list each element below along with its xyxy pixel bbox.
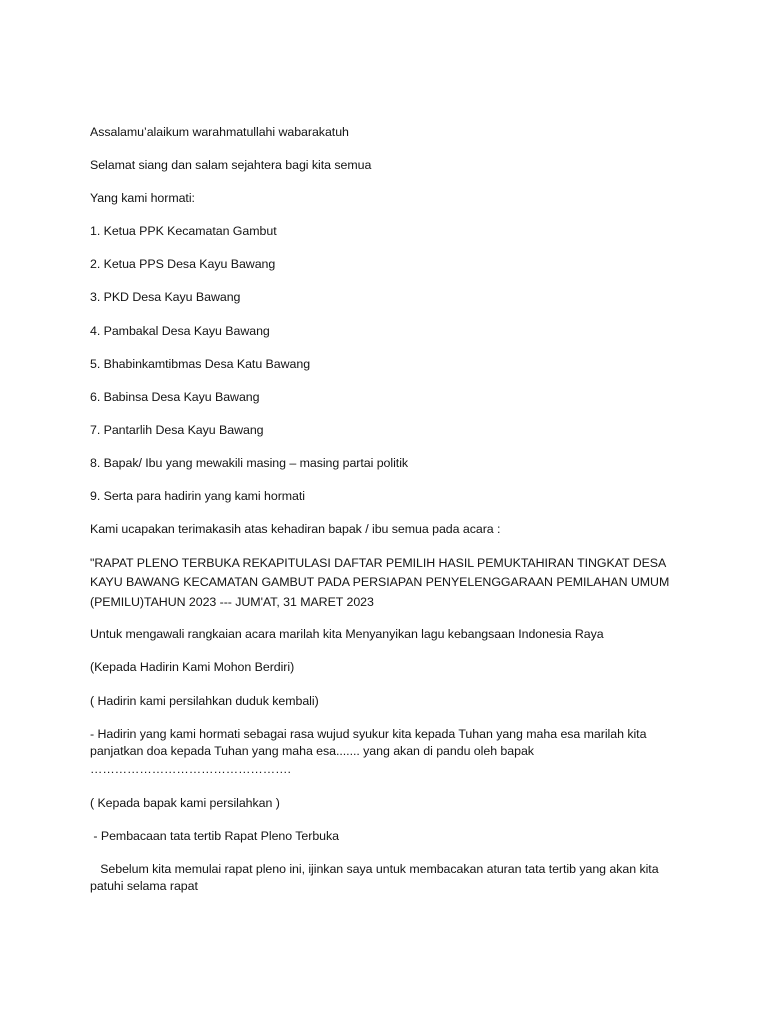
list-item: 3. PKD Desa Kayu Bawang (90, 290, 241, 305)
stand-instruction: (Kepada Hadirin Kami Mohon Berdiri) (90, 660, 295, 675)
document-body (90, 124, 673, 911)
rules-heading: - Pembacaan tata tertib Rapat Pleno Terbuka (90, 828, 339, 843)
list-item: 8. Bapak/ Ibu yang mewakili masing – masing partai politik (90, 455, 409, 470)
list-item: 5. Bhabinkamtibmas Desa Katu Bawang (90, 356, 311, 371)
list-item: 7. Pantarlih Desa Kayu Bawang (90, 422, 264, 437)
list-item: 6. Babinsa Desa Kayu Bawang (90, 389, 260, 404)
list-item: 4. Pambakal Desa Kayu Bawang (90, 323, 270, 338)
list-item: 1. Ketua PPK Kecamatan Gambut (90, 224, 277, 239)
anthem-paragraph: Untuk mengawali rangkaian acara marilah kita Menyanyikan lagu kebangsaan Indonesia Raya (90, 627, 604, 642)
invite-instruction: ( Kepada bapak kami persilahkan ) (90, 795, 280, 810)
list-item: 2. Ketua PPS Desa Kayu Bawang (90, 257, 276, 272)
list-item: 9. Serta para hadirin yang kami hormati (90, 489, 305, 504)
salutation: Selamat siang dan salam sejahtera bagi kita semua (90, 158, 372, 173)
event-title: "RAPAT PLENO TERBUKA REKAPITULASI DAFTAR PEMILIH HASIL PEMUKTAHIRAN TINGKAT DESA KAYU BAWANG KECAMATAN GAMBUT PADA PERSIAPAN PENYELENGGARAAN PEMILAHAN UMUM (PEMILU)TAHUN 2023 --- JUM'AT, 31 MARET 2023 (90, 556, 673, 609)
honored-intro: Yang kami hormati: (90, 191, 195, 206)
rules-intro: Sebelum kita memulai rapat pleno ini, ijinkan saya untuk membacakan aturan tata tertib yang akan kita patuhi selama rapat (90, 861, 662, 894)
sit-instruction: ( Hadirin kami persilahkan duduk kembali) (90, 693, 319, 708)
greeting: Assalamu’alaikum warahmatullahi wabarakatuh (90, 125, 349, 139)
thanks-paragraph: Kami ucapakan terimakasih atas kehadiran bapak / ibu semua pada acara : (90, 522, 501, 537)
prayer-paragraph: - Hadirin yang kami hormati sebagai rasa wujud syukur kita kepada Tuhan yang maha esa marilah kita panjatkan doa kepada Tuhan yang maha esa....... yang akan di pandu oleh bapak …………………………………………. (90, 726, 650, 776)
